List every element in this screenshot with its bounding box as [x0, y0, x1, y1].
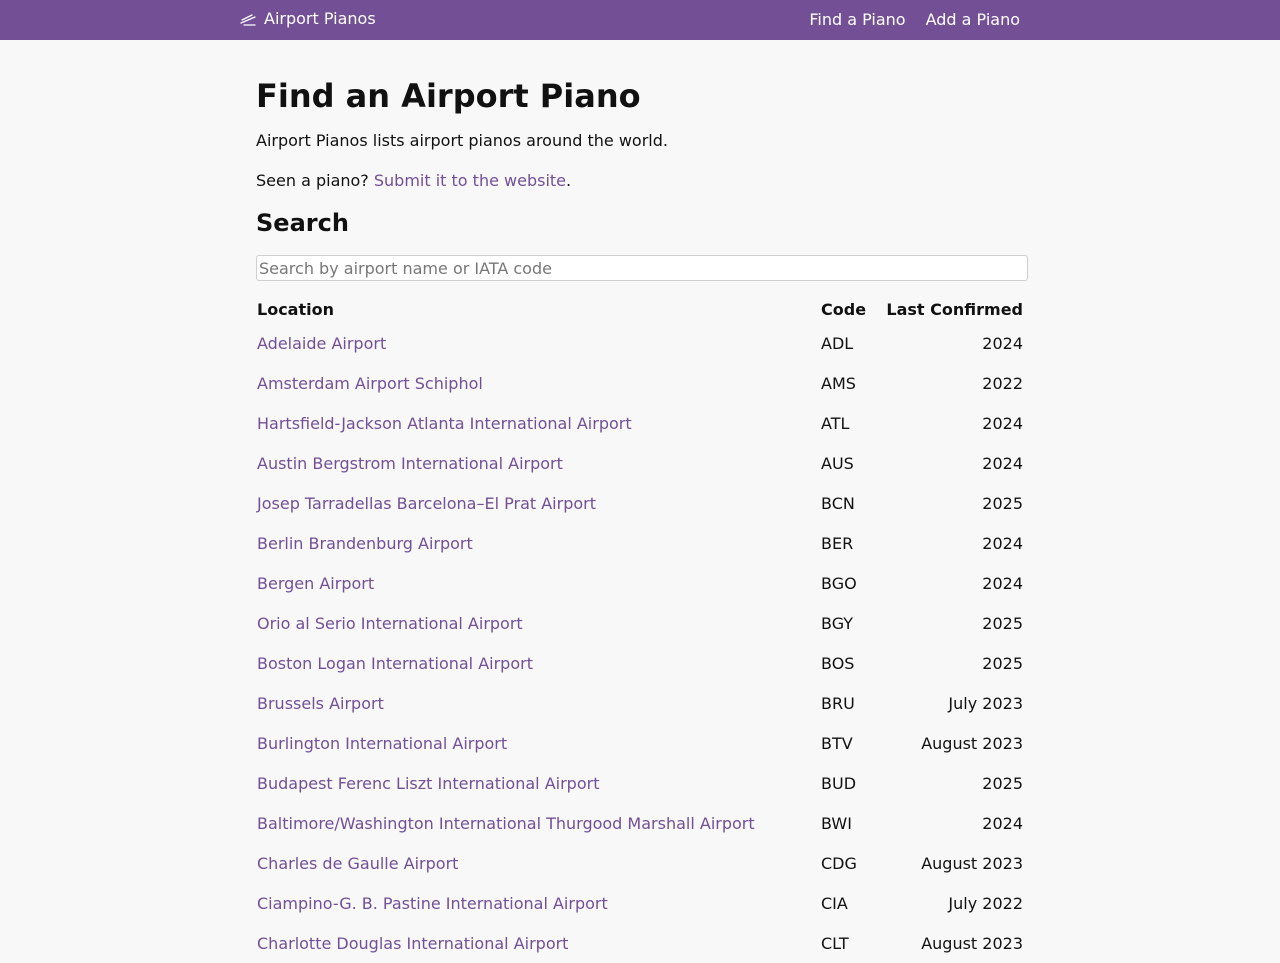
last-confirmed-cell: 2024	[982, 533, 1023, 553]
last-confirmed-cell: 2024	[982, 333, 1023, 353]
table-row	[256, 803, 1024, 843]
location-cell	[256, 803, 820, 843]
airport-link[interactable]: Ciampino-G. B. Pastine International Airport	[257, 893, 608, 913]
table-row	[256, 923, 1024, 963]
plane-departure-icon	[240, 12, 256, 26]
location-cell	[256, 603, 820, 643]
airport-link[interactable]: Brussels Airport	[257, 693, 384, 713]
main-content	[256, 62, 1024, 963]
page-title: Find an Airport Piano	[256, 77, 641, 115]
last-confirmed-cell: 2025	[982, 773, 1023, 793]
location-cell	[256, 563, 820, 603]
location-cell	[256, 643, 820, 683]
location-cell	[256, 723, 820, 763]
location-cell	[256, 323, 820, 363]
table-row	[256, 683, 1024, 723]
table-row	[256, 363, 1024, 403]
submit-prompt	[256, 169, 1024, 193]
airport-link[interactable]: Austin Bergstrom International Airport	[257, 453, 563, 473]
airport-link[interactable]: Charlotte Douglas International Airport	[257, 933, 569, 953]
column-header-location[interactable]: Location	[257, 299, 334, 319]
iata-code-cell: AUS	[821, 453, 854, 473]
iata-code-cell: AMS	[821, 373, 856, 393]
table-row	[256, 603, 1024, 643]
iata-code-cell: ADL	[821, 333, 854, 353]
last-confirmed-cell: 2024	[982, 813, 1023, 833]
table-header-row	[256, 295, 1024, 323]
last-confirmed-cell: 2025	[982, 613, 1023, 633]
iata-code-cell: BWI	[821, 813, 852, 833]
table-row	[256, 323, 1024, 363]
location-cell	[256, 443, 820, 483]
nav-find-a-piano[interactable]: Find a Piano	[809, 10, 906, 29]
last-confirmed-cell: 2022	[982, 373, 1023, 393]
airport-link[interactable]: Amsterdam Airport Schiphol	[257, 373, 483, 393]
airport-link[interactable]: Josep Tarradellas Barcelona–El Prat Airport	[257, 493, 596, 513]
last-confirmed-cell: 2025	[982, 493, 1023, 513]
location-cell	[256, 763, 820, 803]
location-cell	[256, 483, 820, 523]
airport-link[interactable]: Burlington International Airport	[257, 733, 508, 753]
table-row	[256, 483, 1024, 523]
airport-link[interactable]: Orio al Serio International Airport	[257, 613, 523, 633]
last-confirmed-cell: 2025	[982, 653, 1023, 673]
column-header-last-confirmed[interactable]: Last Confirmed	[886, 299, 1023, 319]
search-input[interactable]	[256, 255, 1028, 281]
iata-code-cell: BER	[821, 533, 854, 553]
airport-link[interactable]: Berlin Brandenburg Airport	[257, 533, 473, 553]
last-confirmed-cell: August 2023	[921, 733, 1023, 753]
iata-code-cell: BGY	[821, 613, 854, 633]
last-confirmed-cell: 2024	[982, 453, 1023, 473]
table-row	[256, 763, 1024, 803]
location-cell	[256, 843, 820, 883]
airport-table	[256, 295, 1024, 963]
location-cell	[256, 923, 820, 963]
last-confirmed-cell: 2024	[982, 413, 1023, 433]
iata-code-cell: CIA	[821, 893, 848, 913]
submit-prompt-prefix: Seen a piano?	[256, 171, 374, 190]
table-row	[256, 403, 1024, 443]
airport-link[interactable]: Baltimore/Washington International Thurgood Marshall Airport	[257, 813, 755, 833]
iata-code-cell: BTV	[821, 733, 853, 753]
iata-code-cell: ATL	[821, 413, 850, 433]
iata-code-cell: BGO	[821, 573, 857, 593]
submit-link[interactable]: Submit it to the website	[373, 171, 566, 190]
table-row	[256, 723, 1024, 763]
table-row	[256, 443, 1024, 483]
airport-link[interactable]: Bergen Airport	[257, 573, 375, 593]
column-header-code[interactable]: Code	[821, 299, 867, 319]
nav-add-a-piano[interactable]: Add a Piano	[925, 10, 1020, 29]
table-row	[256, 563, 1024, 603]
airport-link[interactable]: Budapest Ferenc Liszt International Airport	[257, 773, 600, 793]
location-cell	[256, 883, 820, 923]
location-cell	[256, 683, 820, 723]
airport-link[interactable]: Charles de Gaulle Airport	[257, 853, 459, 873]
location-cell	[256, 403, 820, 443]
iata-code-cell: BUD	[821, 773, 857, 793]
submit-prompt-suffix: .	[566, 171, 572, 190]
last-confirmed-cell: July 2022	[948, 893, 1023, 913]
iata-code-cell: BRU	[821, 693, 855, 713]
table-row	[256, 883, 1024, 923]
iata-code-cell: BOS	[821, 653, 855, 673]
location-cell	[256, 363, 820, 403]
search-heading: Search	[256, 209, 349, 237]
brand-name: Airport Pianos	[264, 9, 376, 28]
airport-link[interactable]: Hartsfield-Jackson Atlanta International Airport	[257, 413, 632, 433]
main-nav	[809, 9, 1020, 31]
last-confirmed-cell: July 2023	[948, 693, 1023, 713]
table-row	[256, 843, 1024, 883]
table-row	[256, 523, 1024, 563]
last-confirmed-cell: August 2023	[921, 853, 1023, 873]
last-confirmed-cell: 2024	[982, 573, 1023, 593]
table-body	[256, 323, 1024, 963]
airport-link[interactable]: Adelaide Airport	[257, 333, 387, 353]
airport-link[interactable]: Boston Logan International Airport	[257, 653, 533, 673]
intro-text: Airport Pianos lists airport pianos around the world.	[256, 131, 668, 150]
iata-code-cell: CLT	[821, 933, 849, 953]
last-confirmed-cell: August 2023	[921, 933, 1023, 953]
table-row	[256, 643, 1024, 683]
location-cell	[256, 523, 820, 563]
brand-link[interactable]	[240, 8, 376, 30]
iata-code-cell: BCN	[821, 493, 855, 513]
iata-code-cell: CDG	[821, 853, 857, 873]
top-navbar	[0, 0, 1280, 40]
